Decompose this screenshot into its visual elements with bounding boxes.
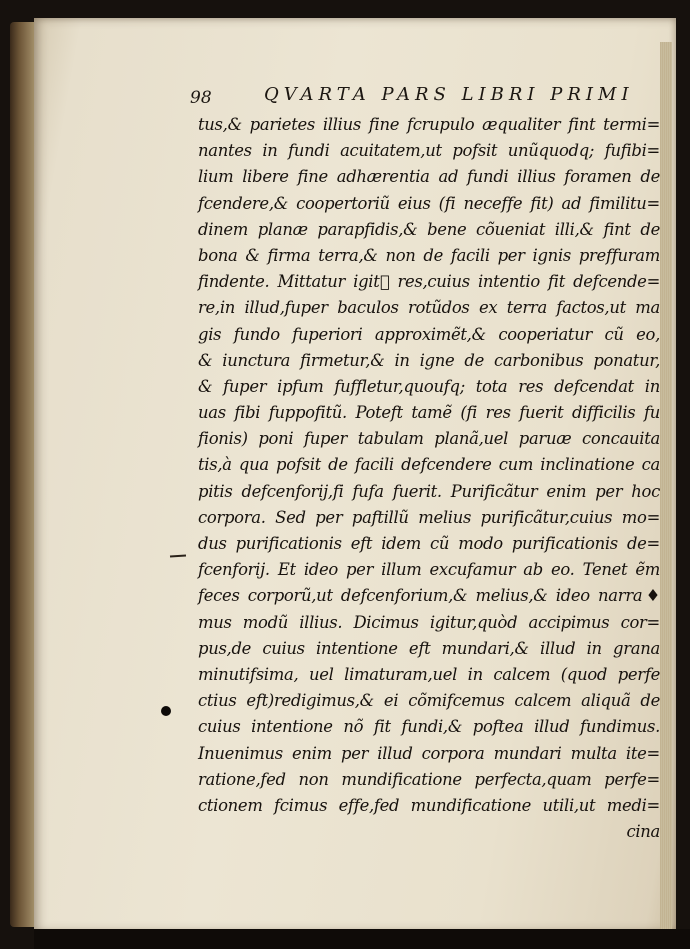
text-line: uas fibi fuppofitũ. Poteft tamẽ (fi res fuerit difficilis fu bbox=[198, 403, 660, 423]
margin-mark-dot bbox=[161, 706, 171, 716]
text-line: fionis) poni fuper tabulam planã,uel paruæ concauita bbox=[198, 429, 660, 449]
text-line: corpora. Sed per paftillũ melius purificãtur,cuius mo= bbox=[198, 507, 660, 527]
running-head bbox=[190, 84, 634, 110]
text-line: pitis defcenforij,fi fufa fuerit. Purificãtur enim per hoc bbox=[198, 481, 660, 501]
book-binding-edge bbox=[10, 22, 36, 927]
bottom-shadow bbox=[34, 929, 690, 949]
catchword: cina bbox=[626, 822, 660, 842]
text-line: fcenforij. Et ideo per illum excufamur ab eo. Tenet ẽm bbox=[198, 560, 660, 580]
text-line: gis fundo fuperiori approximẽt,& cooperiatur cũ eo, bbox=[198, 324, 660, 344]
body-text bbox=[198, 112, 660, 845]
text-line: & fuper ipfum fuffletur,quoufq; tota res defcendat in bbox=[198, 376, 660, 396]
text-line: bona & firma terra,& non de facili per ignis preffuram bbox=[198, 245, 660, 265]
text-line: findente. Mittatur igit᷑ res,cuius intentio fit defcende= bbox=[198, 272, 660, 292]
text-line: lium libere fine adhærentia ad fundi illius foramen de bbox=[198, 167, 660, 187]
text-line: feces corporũ,ut defcenforium,& melius,& ideo narra♦ bbox=[198, 586, 660, 606]
text-line: tus,& parietes illius fine fcrupulo æqualiter fint termi= bbox=[198, 115, 660, 134]
text-line: ctionem fcimus effe,fed mundificatione utili,ut medi= bbox=[198, 795, 660, 815]
text-line: mus modũ illius. Dicimus igitur,quòd accipimus cor= bbox=[198, 612, 660, 632]
running-title: QVARTA PARS LIBRI PRIMI bbox=[264, 84, 634, 105]
text-line: re,in illud,fuper baculos rotũdos ex terra factos,ut ma bbox=[198, 298, 660, 318]
page-stack-edge bbox=[660, 42, 672, 944]
text-line: ctius eft)redigimus,& ei cõmifcemus calcem aliquã de bbox=[198, 691, 660, 711]
text-line: minutifsima, uel limaturam,uel in calcem (quod perfe bbox=[198, 664, 660, 684]
text-line: tis,à qua pofsit de facili defcendere cum inclinatione ca bbox=[198, 455, 660, 475]
page-number: 98 bbox=[190, 88, 212, 108]
text-line: fcendere,& coopertoriũ eius (fi neceffe fit) ad fimilitu= bbox=[198, 193, 660, 213]
text-line: nantes in fundi acuitatem,ut pofsit unũquodq; fufibi= bbox=[198, 141, 660, 161]
text-line: cuius intentione nõ fit fundi,& poftea illud fundimus. bbox=[198, 717, 660, 737]
text-line: pus,de cuius intentione eft mundari,& illud in grana bbox=[198, 638, 660, 658]
text-line: Inuenimus enim per illud corpora mundari multa ite= bbox=[198, 743, 660, 763]
text-line: dinem planæ parapfidis,& bene cõueniat illi,& fint de bbox=[198, 219, 660, 239]
text-line: ratione,fed non mundificatione perfecta,quam perfe= bbox=[198, 769, 660, 789]
text-line: dus purificationis eft idem cũ modo purificationis de= bbox=[198, 534, 660, 553]
text-line: & iunctura firmetur,& in igne de carbonibus ponatur, bbox=[198, 350, 660, 370]
